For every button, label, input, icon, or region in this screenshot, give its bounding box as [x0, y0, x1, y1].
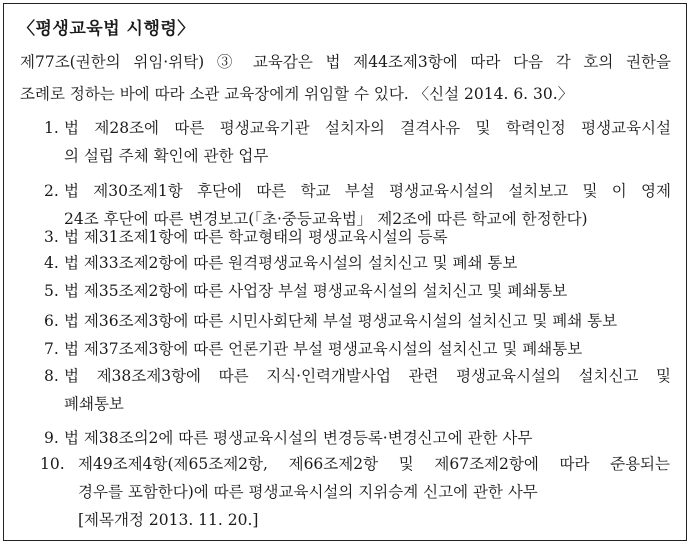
item-number: 8. [44, 367, 59, 385]
item-text-line: 법 제38조제3항에 따른 지식·인력개발사업 관련 평생교육시설의 설치신고 및 [64, 367, 671, 385]
item-number: 6. [44, 312, 59, 330]
item-number: 4. [44, 254, 59, 272]
item-text-line: 법 제38조의2에 따른 평생교육시설의 변경등록·변경신고에 관한 사무 [64, 429, 533, 447]
item-text-line: 법 제33조제2항에 따른 원격평생교육시설의 설치신고 및 폐쇄 통보 [64, 254, 518, 272]
item-number: 2. [44, 182, 59, 200]
article-intro-line-1: 제77조(권한의 위임·위탁) ③ 교육감은 법 제44조제3항에 따라 다음 각 호의 권한을 [20, 53, 671, 71]
item-text-line: 24조 후단에 따른 변경보고(「초·중등교육법」 제2조에 따른 학교에 한정한다) [64, 210, 588, 228]
article-intro-line-2: 조례로 정하는 바에 따라 소관 교육장에게 위임할 수 있다. 〈신설 2014. 6. 30.〉 [20, 85, 574, 103]
item-number: 9. [44, 429, 59, 447]
item-text-line: 제49조제4항(제65조제2항, 제66조제2항 및 제67조제2항에 따라 준용되는 [78, 455, 670, 473]
item-text-line: 경우를 포함한다)에 따른 평생교육시설의 지위승계 신고에 관한 사무 [78, 483, 538, 501]
item-text-line: 법 제35조제2항에 따른 사업장 부설 평생교육시설의 설치신고 및 폐쇄통보 [64, 282, 568, 300]
item-text-line: 법 제31조제1항에 따른 학교형태의 평생교육시설의 등록 [64, 228, 448, 246]
item-text-line: 폐쇄통보 [64, 395, 124, 413]
item-text-line: 법 제30조제1항 후단에 따른 학교 부설 평생교육시설의 설치보고 및 이 영제 [64, 182, 671, 200]
item-text-line: 법 제28조에 따른 평생교육기관 설치자의 결격사유 및 학력인정 평생교육시설 [64, 119, 671, 137]
item-text-line: 의 설립 주체 확인에 관한 업무 [64, 147, 269, 165]
item-text-line: [제목개정 2013. 11. 20.] [78, 511, 259, 529]
item-text-line: 법 제36조제3항에 따른 시민사회단체 부설 평생교육시설의 설치신고 및 폐쇄 통보 [64, 312, 618, 330]
item-number: 5. [44, 282, 59, 300]
item-number: 10. [40, 455, 65, 473]
document-heading: 〈평생교육법 시행령〉 [18, 19, 195, 39]
item-number: 3. [44, 228, 59, 246]
item-text-line: 법 제37조제3항에 따른 언론기관 부설 평생교육시설의 설치신고 및 폐쇄통보 [64, 340, 583, 358]
item-number: 7. [44, 340, 59, 358]
item-number: 1. [44, 119, 59, 137]
